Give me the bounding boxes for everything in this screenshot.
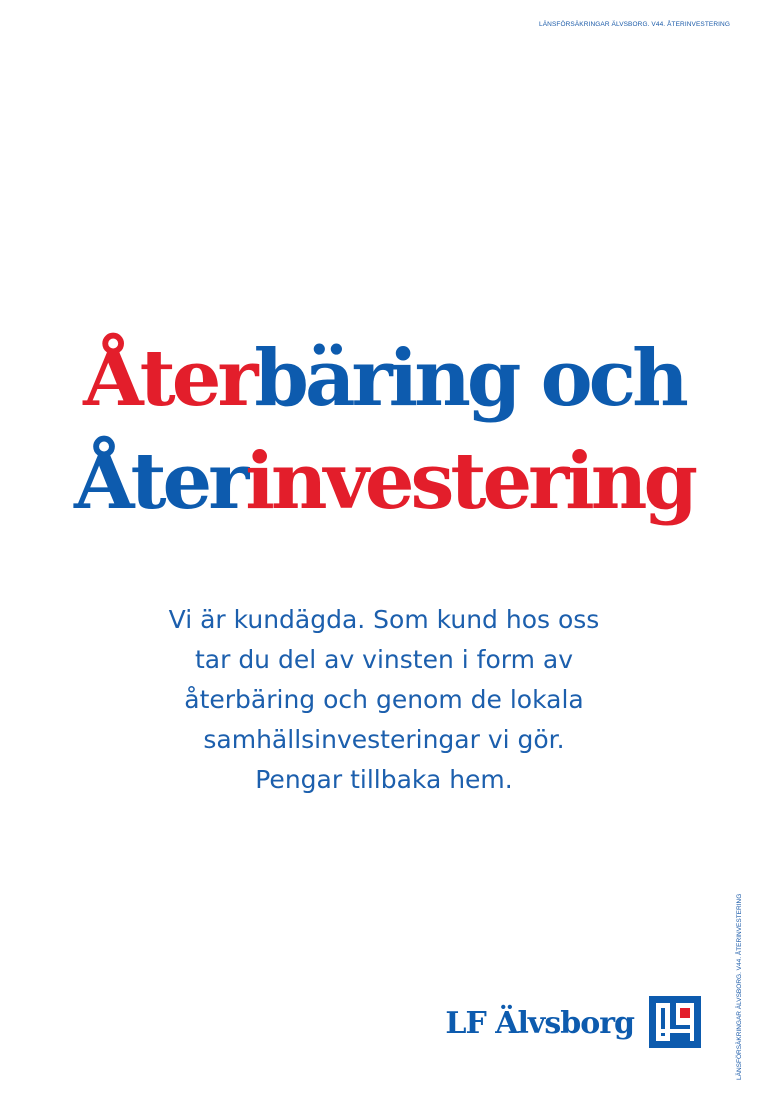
- headline-word-ater-blue: Åter: [73, 436, 246, 527]
- body-line: samhällsinvesteringar vi gör.: [203, 725, 565, 754]
- headline-word-baring-och: bäring och: [254, 333, 685, 424]
- body-line: Vi är kundägda. Som kund hos oss: [168, 605, 600, 634]
- lf-bracket-logo-icon: [649, 996, 701, 1048]
- headline-line-2: [0, 436, 768, 527]
- body-copy: [0, 600, 768, 800]
- brand-logo-text: LF Älvsborg: [445, 1006, 634, 1041]
- body-line: Pengar tillbaka hem.: [255, 765, 513, 794]
- top-print-code: LÄNSFÖRSÄKRINGAR ÄLVSBORG. V44. ÅTERINVESTERING: [539, 21, 730, 28]
- headline-word-ater-red: Åter: [83, 333, 255, 424]
- side-print-code: LÄNSFÖRSÄKRINGAR ÄLVSBORG. V44. ÅTERINVESTERING: [736, 893, 743, 1080]
- headline-line-1: [0, 333, 768, 424]
- headline-word-investering: investering: [245, 436, 695, 527]
- body-line: tar du del av vinsten i form av: [194, 645, 574, 674]
- body-line: återbäring och genom de lokala: [184, 685, 584, 714]
